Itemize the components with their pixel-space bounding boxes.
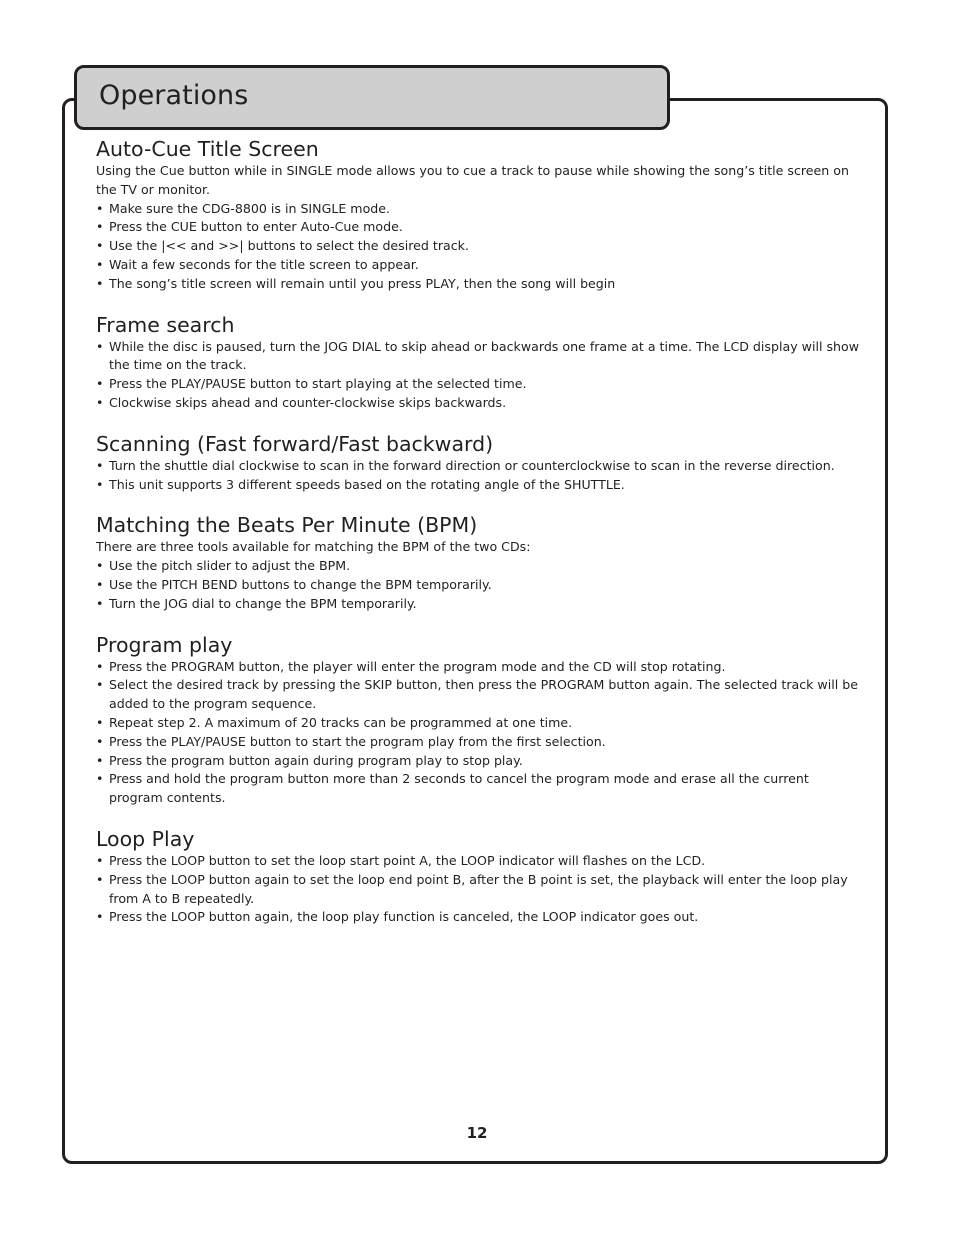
list-item: • Press and hold the program button more than 2 seconds to cancel the program mode and erase all the current program contents.: [96, 771, 809, 806]
list-item: • The song’s title screen will remain until you press PLAY, then the song will begin: [96, 275, 616, 291]
section-heading: Loop Play: [96, 826, 195, 851]
section-heading: Program play: [96, 632, 233, 657]
bullet-list: [96, 338, 862, 413]
list-item: • Press the PLAY/PAUSE button to start the program play from the first selection.: [96, 733, 606, 749]
list-item: • Press the PROGRAM button, the player will enter the program mode and the CD will stop rotating.: [96, 658, 726, 674]
list-item: • Use the |<< and >>| buttons to select the desired track.: [96, 238, 469, 254]
section-heading: Scanning (Fast forward/Fast backward): [96, 431, 494, 456]
list-item: • While the disc is paused, turn the JOG DIAL to skip ahead or backwards one frame at a time. The LCD display will show the time on the track.: [96, 338, 860, 373]
list-item: • Clockwise skips ahead and counter-clockwise skips backwards.: [96, 394, 507, 410]
section-heading: Matching the Beats Per Minute (BPM): [96, 513, 478, 538]
section-auto-cue: [96, 136, 862, 294]
list-item: • Repeat step 2. A maximum of 20 tracks can be programmed at one time.: [96, 714, 573, 730]
content: [96, 136, 862, 927]
bullet-list: [96, 852, 862, 927]
list-item: • Press the CUE button to enter Auto-Cue mode.: [96, 219, 403, 235]
bullet-list: [96, 200, 862, 294]
page-title: Operations: [99, 80, 249, 111]
page-number: 12: [466, 1124, 488, 1142]
list-item: • Press the program button again during program play to stop play.: [96, 752, 523, 768]
bullet-list: [96, 658, 862, 808]
section-bpm: [96, 512, 862, 613]
list-item: • Select the desired track by pressing the SKIP button, then press the PROGRAM button again. The selected track will be added to the program sequence.: [96, 677, 858, 712]
section-intro: Using the Cue button while in SINGLE mode allows you to cue a track to pause while showing the song’s title screen on the TV or monitor.: [96, 163, 849, 197]
list-item: • Turn the shuttle dial clockwise to scan in the forward direction or counterclockwise to scan in the reverse direction.: [96, 457, 835, 473]
list-item: • This unit supports 3 different speeds based on the rotating angle of the SHUTTLE.: [96, 476, 625, 492]
list-item: • Wait a few seconds for the title screen to appear.: [96, 256, 419, 272]
section-frame-search: [96, 312, 862, 413]
bullet-list: [96, 457, 862, 495]
list-item: • Turn the JOG dial to change the BPM temporarily.: [96, 595, 417, 611]
list-item: • Use the pitch slider to adjust the BPM.: [96, 558, 351, 574]
list-item: • Make sure the CDG-8800 is in SINGLE mode.: [96, 200, 391, 216]
section-intro: There are three tools available for matching the BPM of the two CDs:: [96, 539, 531, 555]
section-scanning: [96, 431, 862, 495]
section-heading: Frame search: [96, 312, 235, 337]
section-program-play: [96, 632, 862, 808]
list-item: • Press the LOOP button again, the loop play function is canceled, the LOOP indicator goes out.: [96, 909, 699, 925]
list-item: • Press the PLAY/PAUSE button to start playing at the selected time.: [96, 376, 527, 392]
list-item: • Use the PITCH BEND buttons to change the BPM temporarily.: [96, 576, 492, 592]
list-item: • Press the LOOP button again to set the loop end point B, after the B point is set, the playback will enter the loop play from A to B repeatedly.: [96, 871, 848, 906]
section-loop-play: [96, 826, 862, 927]
section-heading: Auto-Cue Title Screen: [96, 137, 319, 161]
header-tab: [74, 65, 670, 130]
list-item: • Press the LOOP button to set the loop start point A, the LOOP indicator will flashes on the LCD.: [96, 852, 706, 868]
bullet-list: [96, 557, 862, 613]
